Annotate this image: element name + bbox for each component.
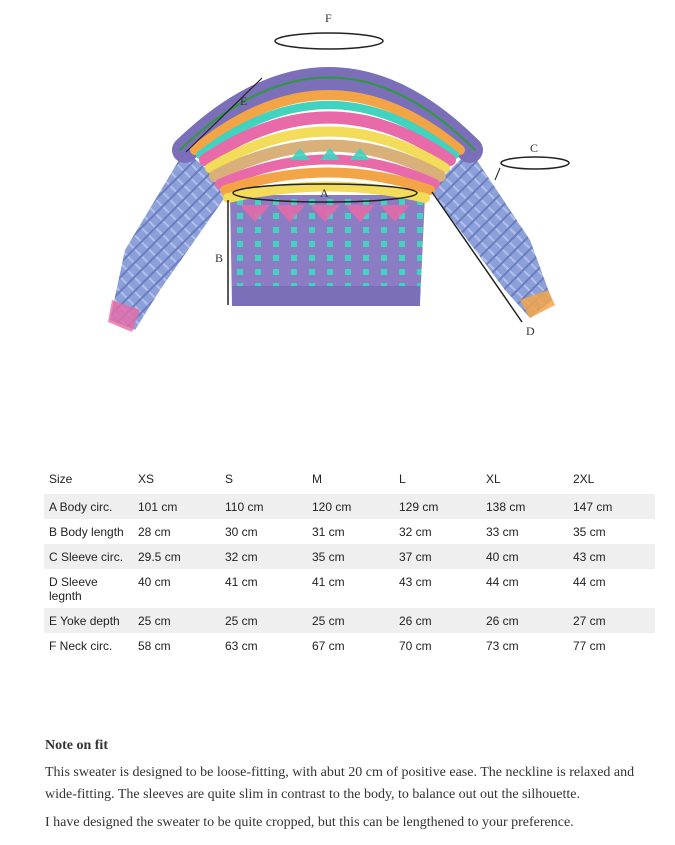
sweater-illustration <box>100 5 580 345</box>
header-l: L <box>399 472 406 486</box>
note-paragraph: I have designed the sweater to be quite cropped, but this can be lengthened to your preference. <box>45 815 574 830</box>
row-label: D Sleeve legnth <box>49 575 98 603</box>
label-f: F <box>325 11 332 25</box>
table-cell: 31 cm <box>312 525 345 539</box>
table-cell: 138 cm <box>486 500 526 514</box>
table-cell: 147 cm <box>573 500 613 514</box>
table-row <box>44 633 655 658</box>
table-cell: 26 cm <box>399 614 432 628</box>
table-cell: 120 cm <box>312 500 352 514</box>
row-label: B Body length <box>49 525 124 539</box>
label-a: A <box>320 186 329 200</box>
label-c: C <box>530 141 539 155</box>
table-cell: 28 cm <box>138 525 171 539</box>
table-cell: 41 cm <box>312 575 345 589</box>
table-cell: 63 cm <box>225 639 258 653</box>
table-cell: 58 cm <box>138 639 171 653</box>
table-cell: 110 cm <box>225 500 264 514</box>
header-m: M <box>312 472 322 486</box>
header-2xl: 2XL <box>573 472 595 486</box>
table-cell: 129 cm <box>399 500 439 514</box>
table-cell: 25 cm <box>312 614 345 628</box>
table-row <box>44 519 655 544</box>
table-cell: 35 cm <box>573 525 606 539</box>
row-label: A Body circ. <box>49 500 113 514</box>
table-cell: 73 cm <box>486 639 519 653</box>
table-row <box>44 608 655 633</box>
table-cell: 32 cm <box>225 550 258 564</box>
note-title: Note on fit <box>45 738 108 753</box>
table-cell: 33 cm <box>486 525 519 539</box>
table-cell: 29.5 cm <box>138 550 181 564</box>
table-cell: 27 cm <box>573 614 606 628</box>
yoke <box>180 78 475 199</box>
table-cell: 40 cm <box>486 550 519 564</box>
size-header-row <box>44 466 655 494</box>
label-d: D <box>526 324 535 338</box>
table-cell: 44 cm <box>573 575 606 589</box>
header-xl: XL <box>486 472 501 486</box>
note-paragraph: This sweater is designed to be loose-fitting, with abut 20 cm of positive ease. The neckline is relaxed and wide-fitting. The sleeves are quite slim in contrast to the body, to balance out out the silhouette. <box>45 765 635 802</box>
size-chart-table <box>44 466 655 658</box>
row-label: F Neck circ. <box>49 639 113 653</box>
table-cell: 30 cm <box>225 525 258 539</box>
header-size: Size <box>49 472 73 486</box>
table-cell: 37 cm <box>399 550 432 564</box>
header-xs: XS <box>138 472 155 486</box>
table-cell: 43 cm <box>399 575 432 589</box>
table-cell: 25 cm <box>225 614 258 628</box>
table-cell: 32 cm <box>399 525 432 539</box>
fit-note <box>45 738 650 840</box>
label-b: B <box>215 251 224 265</box>
table-cell: 25 cm <box>138 614 171 628</box>
table-cell: 35 cm <box>312 550 345 564</box>
table-cell: 40 cm <box>138 575 171 589</box>
neck-measure-ellipse <box>275 33 383 49</box>
table-row <box>44 494 655 519</box>
table-cell: 101 cm <box>138 500 178 514</box>
table-cell: 41 cm <box>225 575 258 589</box>
table-cell: 67 cm <box>312 639 345 653</box>
right-sleeve <box>430 150 552 318</box>
sleeve-measure-ellipse <box>501 157 569 169</box>
table-row <box>44 569 655 608</box>
table-cell: 70 cm <box>399 639 432 653</box>
table-cell: 77 cm <box>573 639 606 653</box>
table-cell: 44 cm <box>486 575 519 589</box>
row-label: C Sleeve circ. <box>49 550 124 564</box>
row-label: E Yoke depth <box>49 614 120 628</box>
table-row <box>44 544 655 569</box>
table-cell: 43 cm <box>573 550 606 564</box>
label-e: E <box>240 94 248 108</box>
table-cell: 26 cm <box>486 614 519 628</box>
sleeve-pointer-line <box>495 168 500 180</box>
header-s: S <box>225 472 234 486</box>
body-hem <box>232 286 420 306</box>
